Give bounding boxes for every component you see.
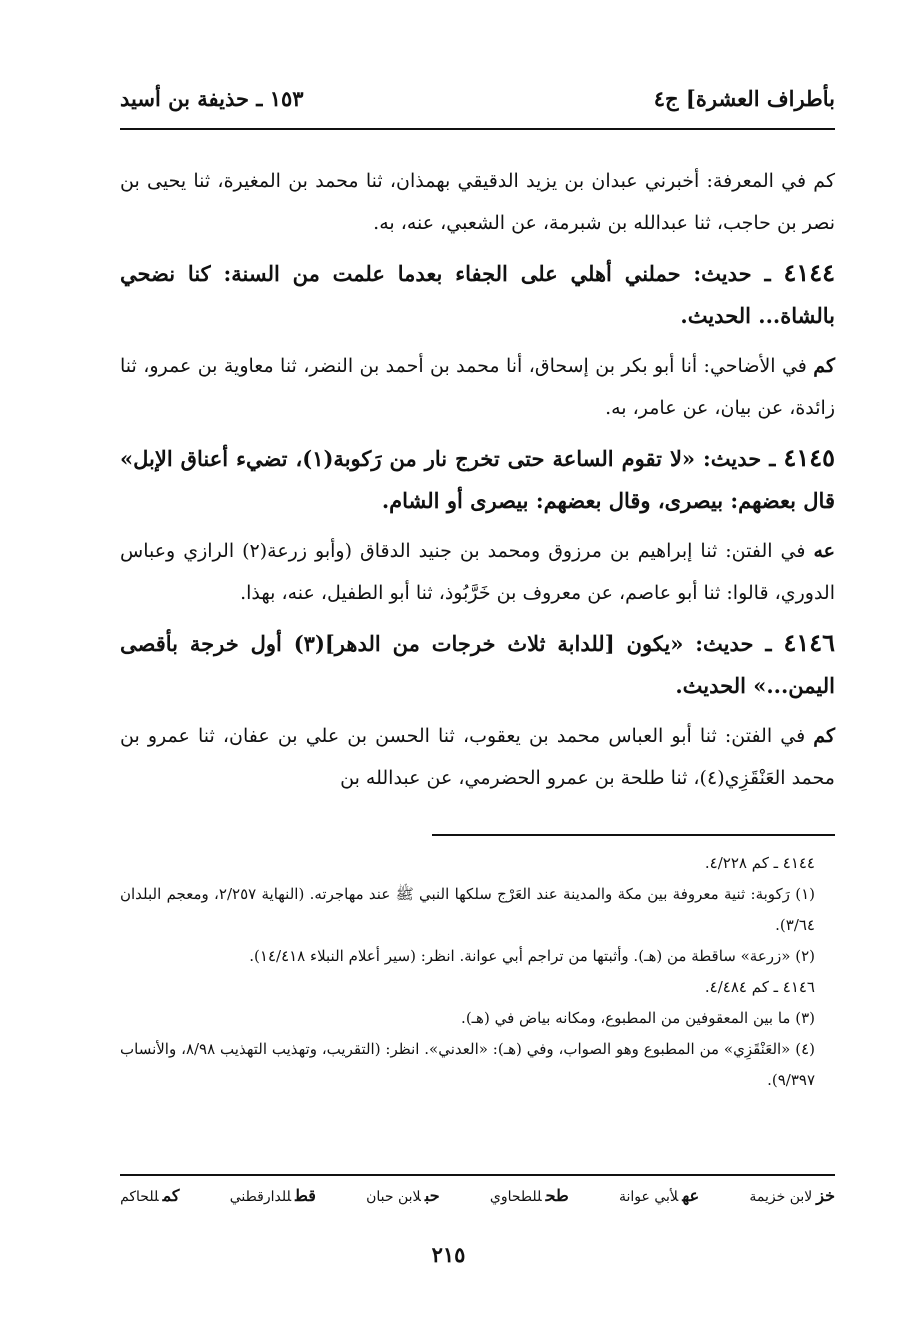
hadith-number: ٤١٤٥ <box>783 443 835 472</box>
hadith-text: ـ حديث: حملني أهلي على الجفاء بعدما علمت من السنة: كنا نضحي بالشاة... الحديث. <box>120 261 835 328</box>
source-paragraph <box>120 715 835 799</box>
legend-label: لابن حبان <box>366 1189 421 1205</box>
legend-abbr: حب <box>424 1186 440 1205</box>
main-text <box>120 160 835 807</box>
header-rule <box>120 128 835 130</box>
legend-item <box>120 1186 179 1205</box>
legend-abbr: قط <box>295 1186 316 1205</box>
hadith-text: ـ حديث: «يكون [للدابة ثلاث خرجات من الدهر](٣) أول خرجة بأقصى اليمن...» الحديث. <box>120 631 835 698</box>
page-number: ٢١٥ <box>431 1242 466 1267</box>
legend-item <box>619 1186 699 1205</box>
source-paragraph <box>120 160 835 244</box>
abbreviation-legend <box>120 1186 835 1205</box>
source-code: كم <box>813 355 835 377</box>
source-code: كم <box>813 725 835 747</box>
legend-label: لابن خزيمة <box>749 1189 813 1205</box>
source-text: في الفتن: ثنا إبراهيم بن مرزوق ومحمد بن جنيد الدقاق (وأبو زرعة(٢) الرازي وعباس الدوري، قالوا: ثنا أبو عاصم، عن معروف بن خَرَّبُوذ، ثنا أبو الطفيل، عنه، بهذا. <box>120 540 835 604</box>
hadith-number: ٤١٤٦ <box>783 628 835 657</box>
legend-abbr: عه <box>682 1186 700 1205</box>
source-text: في الأضاحي: أنا أبو بكر بن إسحاق، أنا محمد بن أحمد بن النضر، ثنا معاوية بن عمرو، ثنا زائدة، عن بيان، عن عامر، به. <box>120 355 835 419</box>
header-book-title: بأطراف العشرة] ج٤ <box>653 85 835 111</box>
hadith-number: ٤١٤٤ <box>783 258 836 287</box>
legend-abbr: طح <box>545 1186 569 1205</box>
running-header <box>120 78 835 118</box>
legend-label: للطحاوي <box>489 1189 542 1205</box>
hadith-entry <box>120 252 835 337</box>
footnote: (٣) ما بين المعقوفين من المطبوع، ومكانه بياض في (هـ). <box>461 1009 815 1027</box>
footnote: (١) رَكوبة: ثنية معروفة بين مكة والمدينة عند العَرْج سلكها النبي ﷺ عند مهاجرته. (النهاية ٢/٢٥٧، ومعجم البلدان ٣/٦٤). <box>120 885 815 934</box>
footnote: ٤١٤٦ ـ كم ٤/٤٨٤. <box>704 978 815 996</box>
legend-label: لأبي عوانة <box>618 1189 679 1205</box>
legend-rule <box>120 1174 835 1176</box>
hadith-entry <box>120 437 835 522</box>
source-text: كم في المعرفة: أخبرني عبدان بن يزيد الدقيقي بهمذان، ثنا محمد بن المغيرة، ثنا يحيى بن نصر بن حاجب، ثنا عبدالله بن شبرمة، عن الشعبي، عنه، به. <box>120 170 835 234</box>
hadith-text: ـ حديث: «لا تقوم الساعة حتى تخرج نار من رَكوبة(١)، تضيء أعناق الإبل» قال بعضهم: بيصرى، وقال بعضهم: بيصرى أو الشام. <box>120 446 835 513</box>
legend-abbr: خز <box>816 1186 835 1205</box>
footnotes <box>120 848 835 1096</box>
legend-item <box>490 1186 569 1205</box>
legend-label: للحاكم <box>120 1189 159 1205</box>
header-chapter-title: ١٥٣ ـ حذيفة بن أسيد <box>120 85 304 111</box>
legend-label: للدارقطني <box>229 1189 292 1205</box>
source-code: عه <box>813 540 835 562</box>
legend-abbr: كم <box>162 1186 180 1205</box>
source-paragraph <box>120 345 835 429</box>
legend-item <box>366 1186 440 1205</box>
footnote: (٤) «العَنْقَزِي» من المطبوع وهو الصواب، وفي (هـ): «العدني». انظر: (التقريب، وتهذيب التهذيب ٨/٩٨، والأنساب ٩/٣٩٧). <box>120 1040 815 1089</box>
legend-item <box>230 1186 316 1205</box>
legend-item <box>749 1186 835 1205</box>
footnote-rule <box>432 834 835 836</box>
source-text: في الفتن: ثنا أبو العباس محمد بن يعقوب، ثنا الحسن بن علي بن عفان، ثنا عمرو بن محمد العَنْقَزِي(٤)، ثنا طلحة بن عمرو الحضرمي، عن عبدالله بن <box>120 725 835 789</box>
source-paragraph <box>120 530 835 614</box>
hadith-entry <box>120 622 835 707</box>
footnote: ٤١٤٤ ـ كم ٤/٢٢٨. <box>704 854 815 872</box>
footnote: (٢) «زرعة» ساقطة من (هـ). وأثبتها من تراجم أبي عوانة. انظر: (سير أعلام النبلاء ١٤/٤١٨). <box>249 947 815 965</box>
